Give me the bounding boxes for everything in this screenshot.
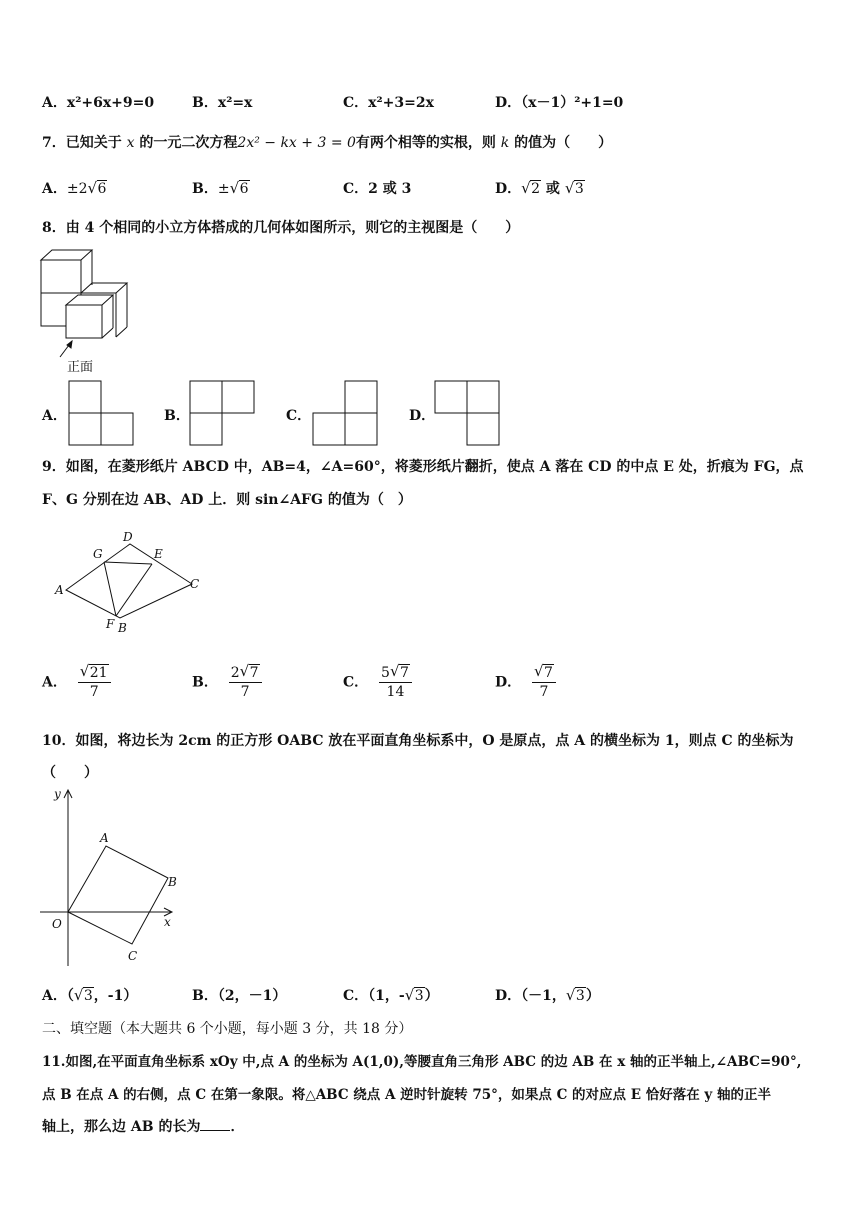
q10-label-y: y <box>54 787 61 801</box>
section-2-title: 二、填空题（本大题共 6 个小题，每小题 3 分，共 18 分） <box>42 1021 413 1037</box>
q8-option-a-label: A． <box>42 408 67 424</box>
q11-stem-line1: 11.如图,在平面直角坐标系 xOy 中,点 A 的坐标为 A(1,0),等腰直角三角形 ABC 的边 AB 在 x 轴的正半轴上,∠ABC=90°, <box>42 1054 802 1070</box>
q9-label-g: G <box>93 547 103 561</box>
q6-option-d: D．（x－1）²+1=0 <box>495 95 624 111</box>
q9-label-c: C <box>190 577 200 591</box>
q8-option-c-figure <box>312 380 378 446</box>
q8-front-label: 正面 <box>67 360 94 375</box>
q9-option-d: D． √ $\frac{7}{7}$ <box>495 664 556 701</box>
q10-stem-line1: 10．如图，将边长为 2cm 的正方形 OABC 放在平面直角坐标系中，O 是原点，点 A 的横坐标为 1，则点 C 的坐标为 <box>42 733 794 749</box>
q9-label-f: F <box>106 617 115 631</box>
q10-label-a: A <box>100 831 109 845</box>
q11-stem-line3: 轴上，那么边 AB 的长为 ． <box>42 1119 245 1135</box>
q7-option-c: C．2 或 3 <box>343 181 412 197</box>
q7-option-a: A．±2√ 6 <box>42 178 107 198</box>
q11-stem-line2: 点 B 在点 A 的右侧，点 C 在第一象限。将△ABC 绕点 A 逆时针旋转 75°，如果点 C 的对应点 E 恰好落在 y 轴的正半 <box>42 1087 771 1103</box>
q6-option-b: B．x²=x <box>192 95 253 111</box>
q10-option-c: C．（1，-√ 3） <box>343 985 439 1005</box>
q8-option-d-figure <box>434 380 500 446</box>
q10-square-figure <box>36 786 186 968</box>
q6-option-a: A．x²+6x+9=0 <box>42 95 155 111</box>
q9-option-c: C． $\frac{5√ 7}{14}$ <box>343 664 412 701</box>
q10-option-d: D．（－1，√ 3） <box>495 985 600 1005</box>
q8-option-b-label: B． <box>164 408 190 424</box>
q9-stem-line1: 9．如图，在菱形纸片 ABCD 中，AB=4，∠A=60°，将菱形纸片翻折，使点 A 落在 CD 的中点 E 处，折痕为 FG，点 <box>42 459 804 475</box>
q6-option-c: C．x²+3=2x <box>343 95 434 111</box>
q9-label-b: B <box>118 621 127 635</box>
q7-stem: 7．已知关于 x 的一元二次方程2x² − kx + 3 = 0有两个相等的实根，则 k 的值为（ ） <box>42 135 613 151</box>
q8-option-c-label: C． <box>286 408 312 424</box>
q7-option-b: B．±√ 6 <box>192 178 250 198</box>
q9-stem-line2: F、G 分别在边 AB、AD 上．则 sin∠AFG 的值为（ ） <box>42 492 412 508</box>
q8-stem: 8．由 4 个相同的小立方体搭成的几何体如图所示，则它的主视图是（ ） <box>42 220 520 236</box>
q10-label-x: x <box>164 915 171 929</box>
q9-option-a: A． √ $\frac{21}{7}$ <box>42 664 111 701</box>
q11-answer-blank <box>200 1130 230 1131</box>
q10-option-a: A．（√ 3，-1） <box>42 985 137 1005</box>
q10-stem-line2: （ ） <box>42 765 98 781</box>
q8-option-a-figure <box>68 380 134 446</box>
q9-label-e: E <box>154 547 163 561</box>
q8-cube-figure <box>40 245 130 375</box>
q10-label-o: O <box>52 917 62 931</box>
q9-option-b: B． $\frac{2√ 7}{7}$ <box>192 664 262 701</box>
q10-label-b: B <box>168 875 177 889</box>
q7-option-d: D．√ 2 或 √ 3 <box>495 178 585 198</box>
q10-option-b: B．（2，－1） <box>192 988 287 1004</box>
q9-label-a: A <box>55 583 64 597</box>
q9-label-d: D <box>123 530 133 544</box>
q10-label-c: C <box>128 949 138 963</box>
q8-option-b-figure <box>189 380 255 446</box>
q9-rhombus-figure <box>52 528 212 640</box>
q8-option-d-label: D． <box>409 408 436 424</box>
